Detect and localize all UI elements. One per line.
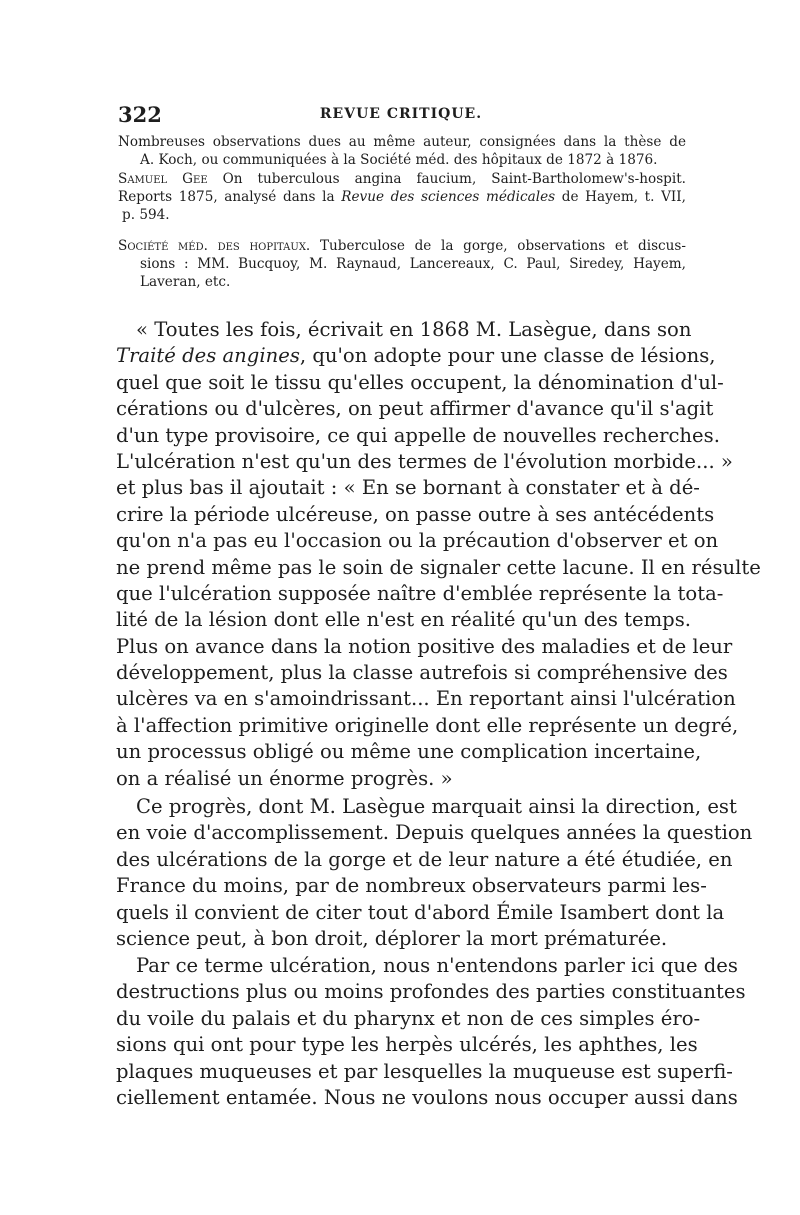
footnote-line: Reports 1875, analysé dans la Revue des sciences médicales de Hayem, t. VII, [118,189,686,205]
text-line: quel que soit le tissu qu'elles occupent, la dénomination d'ul- [116,370,724,394]
paragraph-2 [116,794,753,952]
footnote-line: Laveran, etc. [140,274,231,290]
footnote-line: Société méd. des hopitaux. Tuberculose de la gorge, observations et discus- [118,238,686,254]
footnote-author: Samuel Gee [118,171,208,187]
text-line: crire la période ulcéreuse, on passe outre à ses antécédents [116,502,715,526]
footnote-line: p. 594. [122,207,170,223]
text-line: Par ce terme ulcération, nous n'entendons parler ici que des [136,954,738,977]
footnote-line: A. Koch, ou communiquées à la Société méd. des hôpitaux de 1872 à 1876. [140,152,658,168]
text-line: destructions plus ou moins profondes des parties constituantes [116,980,746,1004]
footnote-society: Société méd. des hopitaux. [118,238,311,254]
text-line: à l'affection primitive originelle dont elle représente un degré, [116,713,739,737]
text-line: quels il convient de citer tout d'abord Émile Isambert dont la [116,900,725,924]
footnote-societe [118,237,686,291]
footnote-line: Nombreuses observations dues au même auteur, consignées dans la thèse de [118,134,686,150]
footnote-gee [118,170,686,224]
book-title: Traité des angines [116,344,300,368]
text-line: en voie d'accomplissement. Depuis quelques années la question [116,821,753,845]
text-line: d'un type provisoire, ce qui appelle de nouvelles recherches. [116,423,720,447]
footnote-line: Samuel Gee On tuberculous angina faucium, Saint-Bartholomew's-hospit. [118,171,686,187]
footnote-line: sions : MM. Bucquoy, M. Raynaud, Lancereaux, C. Paul, Siredey, Hayem, [140,256,686,272]
text-line: science peut, à bon droit, déplorer la mort prématurée. [116,926,668,950]
text-line: lité de la lésion dont elle n'est en réalité qu'un des temps. [116,608,692,632]
journal-title: Revue des sciences médicales [341,189,556,205]
text-line: sions qui ont pour type les herpès ulcérés, les aphthes, les [116,1033,698,1057]
text-line: Ce progrès, dont M. Lasègue marquait ainsi la direction, est [136,795,737,818]
text-line: ciellement entamée. Nous ne voulons nous occuper aussi dans [116,1085,738,1109]
text-line: Traité des angines, qu'on adopte pour une classe de lésions, [116,344,716,368]
text-line: L'ulcération n'est qu'un des termes de l'évolution morbide... » [116,449,733,473]
text-line: on a réalisé un énorme progrès. » [116,766,453,790]
footnote-koch [118,133,686,169]
text-line: ne prend même pas le soin de signaler cette lacune. Il en résulte [116,555,761,579]
text-line: « Toutes les fois, écrivait en 1868 M. Lasègue, dans son [136,318,692,341]
text-line: et plus bas il ajoutait : « En se bornant à constater et à dé- [116,476,700,500]
text-line: qu'on n'a pas eu l'occasion ou la précaution d'observer et on [116,529,719,553]
running-title: REVUE CRITIQUE. [319,106,483,122]
page-number: 322 [118,102,162,127]
text-line: du voile du palais et du pharynx et non de ces simples éro- [116,1006,701,1030]
page-header [118,102,684,128]
paragraph-3 [116,953,746,1111]
text-line: France du moins, par de nombreux observateurs parmi les- [116,874,707,898]
text-line: des ulcérations de la gorge et de leur nature a été étudiée, en [116,847,733,871]
text-line: que l'ulcération supposée naître d'emblée représente la tota- [116,581,724,605]
text-line: cérations ou d'ulcères, on peut affirmer d'avance qu'il s'agit [116,397,714,421]
text-line: développement, plus la classe autrefois si compréhensive des [116,661,728,685]
text-line: Plus on avance dans la notion positive des maladies et de leur [116,634,733,658]
text-line: ulcères va en s'amoindrissant... En reportant ainsi l'ulcération [116,687,736,711]
text-line: plaques muqueuses et par lesquelles la muqueuse est superfi- [116,1059,733,1083]
text-line: un processus obligé ou même une complication incertaine, [116,740,702,764]
paragraph-1 [116,317,761,792]
